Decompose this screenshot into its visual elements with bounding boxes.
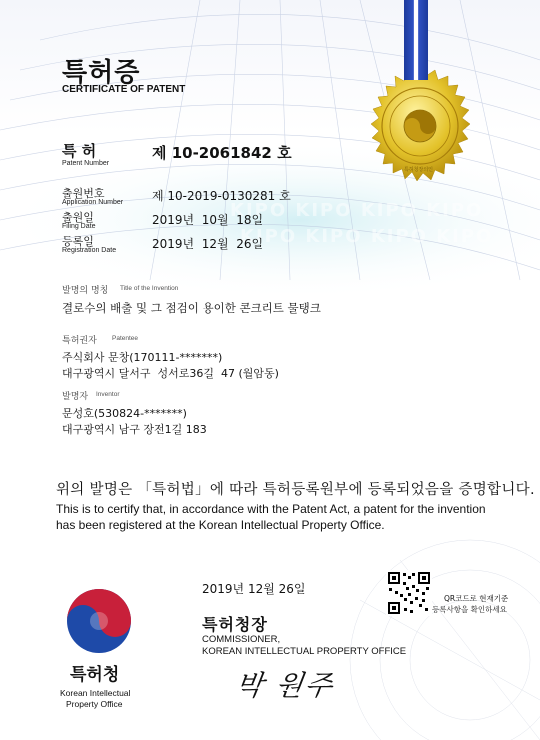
registration-date: 2019년 12월 26일 — [152, 237, 264, 251]
page-subtitle: CERTIFICATE OF PATENT — [62, 84, 186, 95]
watermark-text-2: KIPO KIPO KIPO KIPO — [240, 226, 494, 247]
registration-label-ko: 등록일 — [62, 235, 94, 248]
inventor-label-en: Inventor — [96, 391, 120, 398]
issue-date: 2019년 12월 26일 — [202, 582, 306, 596]
commissioner-title-ko: 특허청장 — [202, 615, 268, 634]
filing-date: 2019년 10월 18일 — [152, 213, 264, 227]
certification-statement-en-1: This is to certify that, in accordance with the Patent Act, a patent for the invention — [56, 502, 486, 516]
qr-caption-2: 등록사항을 확인하세요 — [432, 605, 507, 614]
certification-statement-ko: 위의 발명은 「특허법」에 따라 특허등록원부에 등록되었음을 증명합니다. — [56, 482, 535, 498]
seal-text: 특허청장의인 — [404, 167, 433, 173]
patentee-label-en: Patentee — [112, 335, 139, 342]
watermark-text: KIPO KIPO KIPO KIPO — [230, 200, 484, 221]
patentee-address: 대구광역시 달서구 성서로36길 47 (월암동) — [62, 367, 279, 380]
invention-title: 결로수의 배출 및 그 점검이 용이한 콘크리트 물탱크 — [62, 301, 321, 315]
filing-label-ko: 출원일 — [62, 211, 94, 224]
blue-ribbon — [404, 0, 428, 80]
certification-statement-en-2: has been registered at the Korean Intellectual Property Office. — [56, 518, 385, 532]
page-title: 특허증 — [62, 58, 141, 88]
patent-label-en: Patent Number — [62, 160, 110, 167]
application-number: 제 10-2019-0130281 호 — [152, 189, 291, 203]
inventor-address: 대구광역시 남구 장전1길 183 — [62, 423, 207, 436]
qr-code — [386, 570, 432, 616]
invention-label-ko: 발명의 명칭 — [62, 286, 109, 296]
kipo-name-en-1: Korean Intellectual — [60, 688, 131, 698]
application-label-ko: 출원번호 — [62, 187, 105, 200]
invention-label-en: Title of the Invention — [120, 285, 179, 292]
inventor-label-ko: 발명자 — [62, 392, 89, 402]
patentee-name: 주식회사 문창(170111-*******) — [62, 351, 223, 364]
patentee-label-ko: 특허권자 — [62, 336, 97, 346]
kipo-name-ko: 특허청 — [70, 665, 120, 685]
commissioner-title-en-1: COMMISSIONER, — [202, 634, 281, 645]
registration-label-en: Registration Date — [62, 247, 117, 254]
commissioner-title-en-2: KOREAN INTELLECTUAL PROPERTY OFFICE — [202, 646, 407, 657]
qr-caption-1: QR코드로 현재기준 — [444, 594, 509, 603]
kipo-name-en-2: Property Office — [66, 699, 123, 709]
application-label-en: Application Number — [62, 199, 124, 206]
inventor-name: 문성호(530824-*******) — [62, 407, 187, 420]
signature: 박 원주 — [233, 669, 337, 702]
patent-label-ko: 특 허 — [62, 142, 97, 160]
filing-label-en: Filing Date — [62, 223, 96, 230]
kipo-logo-icon — [66, 588, 132, 654]
patent-number: 제 10-2061842 호 — [152, 144, 292, 162]
